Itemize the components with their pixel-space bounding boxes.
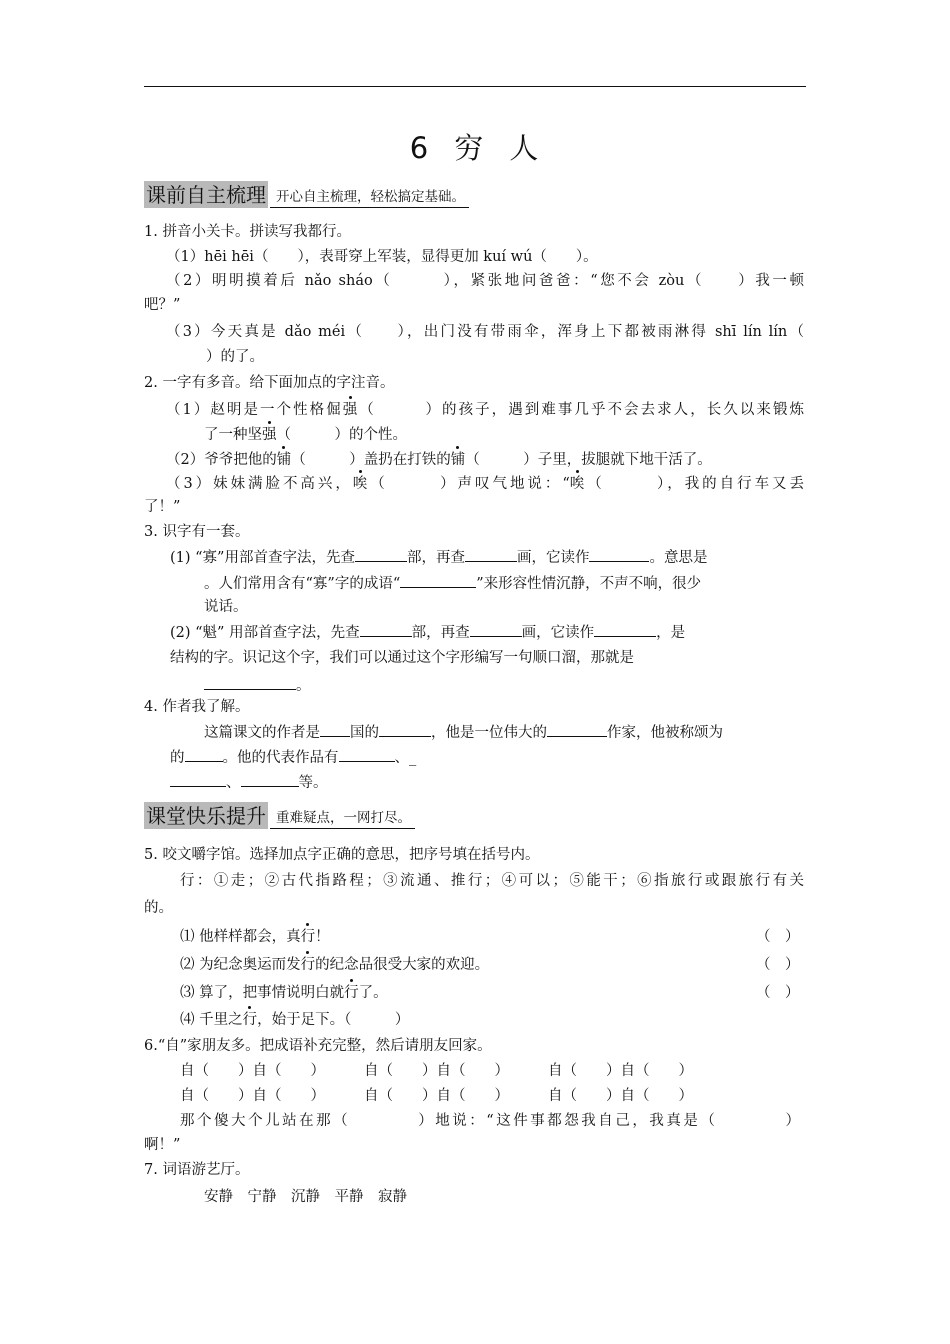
q4-heading: 4. 作者我了解。 <box>144 699 250 715</box>
q1-line3: （3）今天真是 dǎo méi（ ），出门没有带雨伞，浑身上下都被雨淋得 shī lín lín（ <box>166 324 804 340</box>
q1-line3b: ）的了。 <box>206 349 264 365</box>
q5-item-2: ⑵ 为纪念奥运而发行的纪念品很受大家的欢迎。 <box>180 957 490 973</box>
q7-word-list: 安静 宁静 沉静 平静 寂静 <box>204 1189 407 1205</box>
q6-sentence-end: 啊！” <box>144 1137 181 1153</box>
q6-idiom-2[interactable]: 自（ ）自（ ） <box>364 1063 509 1079</box>
page-title: 6 穷 人 <box>409 131 541 165</box>
q6-idiom-1[interactable]: 自（ ）自（ ） <box>180 1063 325 1079</box>
q3-line6: 。 <box>204 674 311 696</box>
q2-line1: （1）赵明是一个性格倔强（ ）的孩子，遇到难事几乎不会去求人，长久以来锻炼 <box>166 402 805 418</box>
q3-heading: 3. 识字有一套。 <box>144 524 250 540</box>
q5-item-3-answer[interactable]: （ ） <box>756 985 800 1001</box>
q1-line2b: 吧？” <box>144 297 181 313</box>
header-rule <box>144 86 806 87</box>
q6-sentence: 那个傻大个儿站在那（ ）地说：“这件事都怨我自己，我真是（ ） <box>180 1113 800 1129</box>
section-header-classroom: 课堂快乐提升 重难疑点，一网打尽。 <box>144 801 415 829</box>
q2-line1b: 了一种坚强（ ）的个性。 <box>204 427 407 443</box>
q2-line3b: 了！” <box>144 499 181 515</box>
q4-line1: 这篇课文的作者是 国的 ，他是一位伟大的 作家，他被称颂为 <box>204 721 723 743</box>
q5-item-4: ⑷ 千里之行，始于足下。（ ） <box>180 1012 410 1028</box>
section-header-preview: 课前自主梳理 开心自主梳理，轻松搞定基础。 <box>144 180 469 208</box>
q3-line1: (1) “寡”用部首查字法，先查 部，再查 画，它读作 。意思是 <box>170 546 707 568</box>
q1-line2: （2）明明摸着后 nǎo sháo（ ），紧张地问爸爸：“您不会 zòu（ ）我一顿 <box>166 273 804 289</box>
q7-heading: 7. 词语游艺厅。 <box>144 1162 250 1178</box>
q3-line3: 说话。 <box>204 599 248 615</box>
q2-heading: 2. 一字有多音。给下面加点的字注音。 <box>144 375 395 391</box>
q4-line2: 的 。他的代表作品有 、_ <box>170 746 416 768</box>
q3-line4: (2) “魁” 用部首查字法，先查 部，再查 画，它读作 ，是 <box>170 621 685 643</box>
q4-line3: 、 等。 <box>170 771 328 793</box>
q1-heading: 1. 拼音小关卡。拼读写我都行。 <box>144 224 351 240</box>
q3-line2: 。人们常用含有“寡”字的成语“ ”来形容性情沉静，不声不响，很少 <box>204 572 701 594</box>
q6-heading: 6.“自”家朋友多。把成语补充完整，然后请朋友回家。 <box>144 1038 492 1054</box>
q5-item-1-answer[interactable]: （ ） <box>756 929 800 945</box>
q5-definitions-end: 的。 <box>144 900 173 916</box>
q2-line3: （3）妹妹满脸不高兴，唉（ ）声叹气地说：“唉（ ），我的自行车又丢 <box>166 476 804 492</box>
q5-item-3: ⑶ 算了，把事情说明白就行了。 <box>180 985 388 1001</box>
q3-line5: 结构的字。识记这个字，我们可以通过这个字形编写一句顺口溜，那就是 <box>170 650 634 666</box>
q5-heading: 5. 咬文嚼字馆。选择加点字正确的意思，把序号填在括号内。 <box>144 847 540 863</box>
q6-idiom-5[interactable]: 自（ ）自（ ） <box>364 1088 509 1104</box>
q5-item-2-answer[interactable]: （ ） <box>756 957 800 973</box>
q2-line2: （2）爷爷把他的铺（ ）盖扔在打铁的铺（ ）子里，拔腿就下地干活了。 <box>166 452 712 468</box>
q5-item-1: ⑴ 他样样都会，真行！ <box>180 929 330 945</box>
q6-idiom-3[interactable]: 自（ ）自（ ） <box>548 1063 693 1079</box>
q6-idiom-6[interactable]: 自（ ）自（ ） <box>548 1088 693 1104</box>
q1-line1: （1）hēi hēi（ ），表哥穿上军装，显得更加 kuí wú（ ）。 <box>166 249 598 265</box>
q6-idiom-4[interactable]: 自（ ）自（ ） <box>180 1088 325 1104</box>
q5-definitions: 行：①走；②古代指路程；③流通、推行；④可以；⑤能干；⑥指旅行或跟旅行有关 <box>180 873 804 889</box>
